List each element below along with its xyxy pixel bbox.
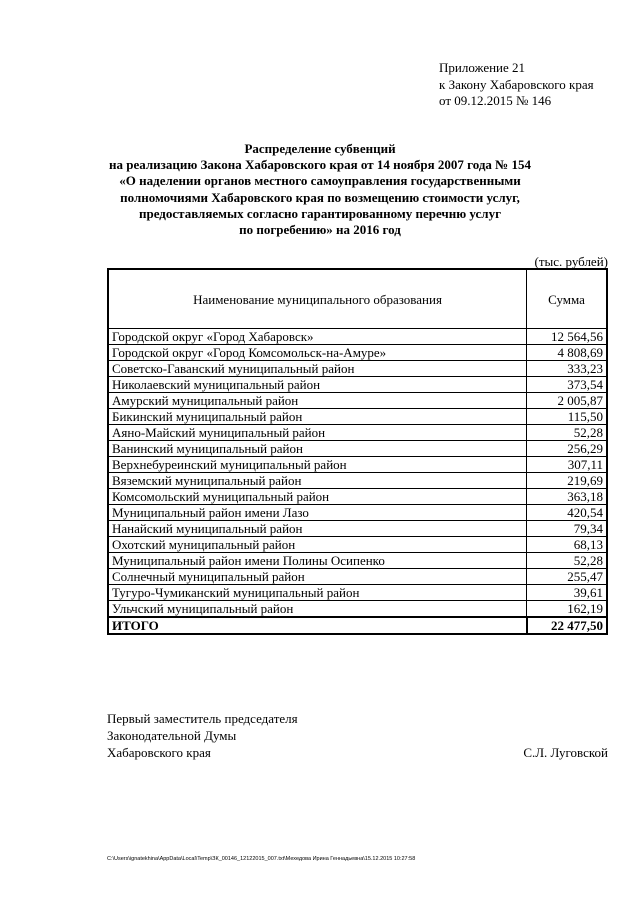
table-row — [108, 425, 607, 441]
subvention-sum: 115,50 — [527, 409, 608, 425]
subvention-sum: 12 564,56 — [527, 329, 608, 345]
municipality-name: Муниципальный район имени Лазо — [108, 505, 527, 521]
municipality-name: Амурский муниципальный район — [108, 393, 527, 409]
subvention-sum: 162,19 — [527, 601, 608, 618]
subvention-sum: 256,29 — [527, 441, 608, 457]
appendix-reference — [439, 60, 594, 110]
title-line-3: «О наделении органов местного самоуправления государственными — [119, 173, 521, 189]
subvention-sum: 373,54 — [527, 377, 608, 393]
subvention-sum: 307,11 — [527, 457, 608, 473]
appendix-law-ref: к Закону Хабаровского края — [439, 76, 594, 92]
table-row — [108, 585, 607, 601]
municipality-name: Бикинский муниципальный район — [108, 409, 527, 425]
table-row — [108, 473, 607, 489]
table-row — [108, 553, 607, 569]
total-sum: 22 477,50 — [527, 617, 608, 634]
title-line-5: предоставляемых согласно гарантированному перечню услуг — [138, 205, 501, 221]
signer-position-3: Хабаровского края — [107, 745, 211, 760]
table-row — [108, 361, 607, 377]
table-row — [108, 393, 607, 409]
table-row — [108, 409, 607, 425]
title-line-4: полномочиями Хабаровского края по возмещению стоимости услуг, — [120, 189, 520, 205]
municipality-name: Верхнебуреинский муниципальный район — [108, 457, 527, 473]
municipality-name: Ванинский муниципальный район — [108, 441, 527, 457]
municipality-name: Муниципальный район имени Полины Осипенко — [108, 553, 527, 569]
table-row — [108, 345, 607, 361]
appendix-number: Приложение 21 — [439, 60, 526, 75]
subvention-sum: 68,13 — [527, 537, 608, 553]
municipality-name: Солнечный муниципальный район — [108, 569, 527, 585]
table-row — [108, 521, 607, 537]
municipality-name: Городской округ «Город Комсомольск-на-Амуре» — [108, 345, 527, 361]
header-municipality: Наименование муниципального образования — [108, 269, 527, 329]
subvention-sum: 52,28 — [527, 425, 608, 441]
total-label: ИТОГО — [108, 617, 527, 634]
units-label: (тыс. рублей) — [534, 254, 608, 269]
subvention-sum: 333,23 — [527, 361, 608, 377]
subvention-sum: 39,61 — [527, 585, 608, 601]
municipality-name: Аяно-Майский муниципальный район — [108, 425, 527, 441]
subvention-sum: 255,47 — [527, 569, 608, 585]
municipality-name: Ульчский муниципальный район — [108, 601, 527, 618]
municipality-name: Вяземский муниципальный район — [108, 473, 527, 489]
total-row — [108, 617, 607, 634]
signature-block — [107, 710, 608, 761]
title-line-1: Распределение субвенций — [244, 141, 396, 156]
table-row — [108, 377, 607, 393]
table-row — [108, 329, 607, 345]
table-row — [108, 601, 607, 618]
table-row — [108, 569, 607, 585]
header-sum: Сумма — [527, 269, 608, 329]
distribution-table — [107, 268, 608, 635]
title-line-2: на реализацию Закона Хабаровского края от 14 ноября 2007 года № 154 — [109, 157, 531, 173]
signer-position-1: Первый заместитель председателя — [107, 711, 298, 726]
subvention-sum: 79,34 — [527, 521, 608, 537]
municipality-name: Тугуро-Чумиканский муниципальный район — [108, 585, 527, 601]
subvention-sum: 52,28 — [527, 553, 608, 569]
table-header-row — [108, 269, 607, 329]
document-title — [90, 141, 550, 238]
signer-name: С.Л. Луговской — [523, 745, 608, 760]
table-row — [108, 505, 607, 521]
file-path-footer: C:\Users\ignatekhina\AppData\Local\Temp\ЗК_00146_12122015_007.txt\Мехедова Ирина Геннадьевна\15.12.2015 10:27:58 — [107, 856, 416, 862]
subvention-sum: 363,18 — [527, 489, 608, 505]
subvention-sum: 420,54 — [527, 505, 608, 521]
municipality-name: Охотский муниципальный район — [108, 537, 527, 553]
table-row — [108, 489, 607, 505]
municipality-name: Комсомольский муниципальный район — [108, 489, 527, 505]
subvention-sum: 219,69 — [527, 473, 608, 489]
table-row — [108, 441, 607, 457]
municipality-name: Нанайский муниципальный район — [108, 521, 527, 537]
signer-position-2: Законодательной Думы — [107, 728, 237, 743]
municipality-name: Городской округ «Город Хабаровск» — [108, 329, 527, 345]
table-row — [108, 457, 607, 473]
subvention-sum: 2 005,87 — [527, 393, 608, 409]
subvention-sum: 4 808,69 — [527, 345, 608, 361]
municipality-name: Николаевский муниципальный район — [108, 377, 527, 393]
title-line-6: по погребению» на 2016 год — [239, 222, 401, 238]
appendix-date: от 09.12.2015 № 146 — [439, 93, 552, 108]
table-row — [108, 537, 607, 553]
municipality-name: Советско-Гаванский муниципальный район — [108, 361, 527, 377]
